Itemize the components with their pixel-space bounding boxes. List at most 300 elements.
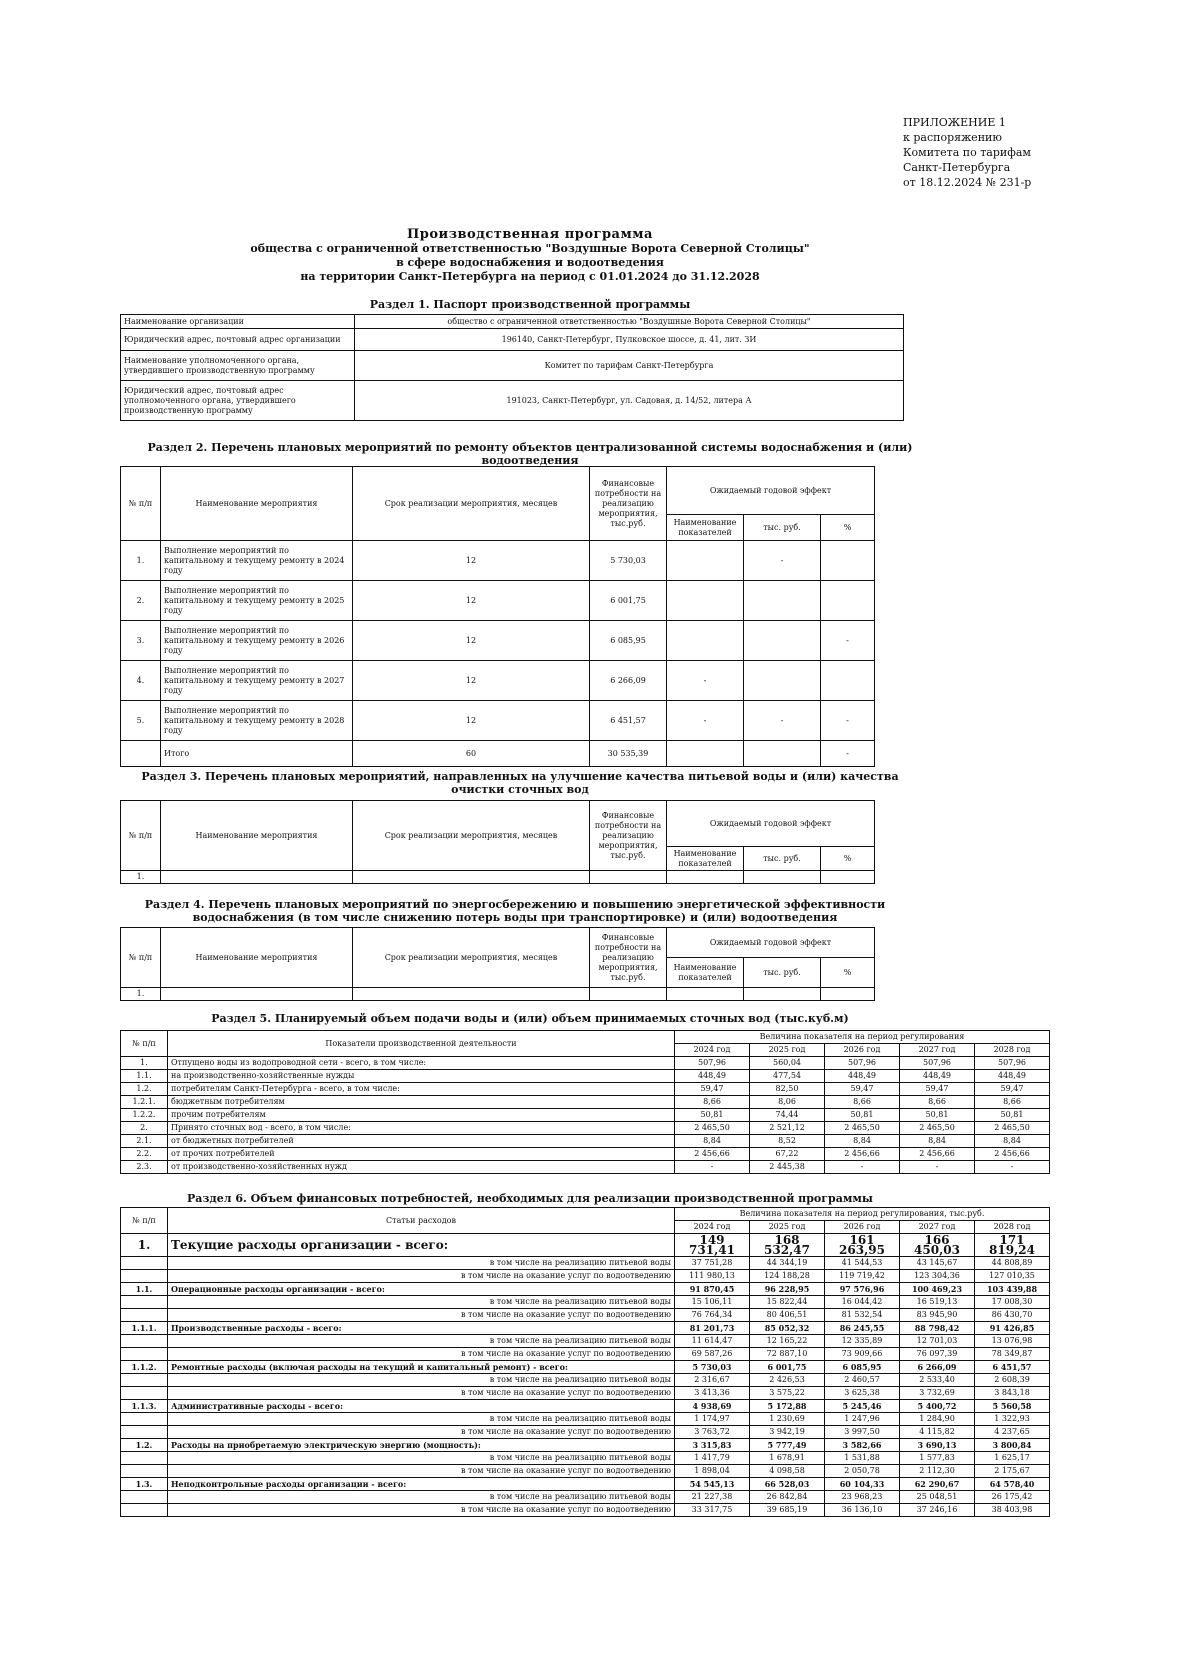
cell-num: 1.: [121, 1234, 168, 1257]
col-header-year: 2024 год: [675, 1221, 750, 1234]
cell-value: 41 544,53: [825, 1257, 900, 1270]
cell-num: 1.1.: [121, 1070, 168, 1083]
cell-value: 73 909,66: [825, 1348, 900, 1361]
program-title-main: Производственная программа: [407, 227, 653, 242]
table-row: [121, 1322, 1050, 1335]
cell-value: 123 304,36: [900, 1270, 975, 1283]
cell-value: 12 701,03: [900, 1335, 975, 1348]
cell-name: в том числе на реализацию питьевой воды: [168, 1413, 675, 1426]
col-header-effect: Ожидаемый годовой эффект: [667, 467, 875, 515]
appendix-line: Санкт-Петербурга: [903, 161, 1011, 174]
cell-name: от прочих потребителей: [168, 1148, 675, 1161]
col-header-period: Величина показателя на период регулирования, тыс.руб.: [675, 1208, 1050, 1221]
cell-value: 60 104,33: [825, 1478, 900, 1491]
cell-value: 72 887,10: [750, 1348, 825, 1361]
table-row: [121, 1057, 1050, 1070]
appendix-title: ПРИЛОЖЕНИЕ 1: [903, 116, 1006, 129]
cell-value: 3 763,72: [675, 1426, 750, 1439]
cell-value: 16 044,42: [825, 1296, 900, 1309]
cell-value: 507,96: [900, 1057, 975, 1070]
cell-value: 1 577,83: [900, 1452, 975, 1465]
table-row: [121, 1478, 1050, 1491]
col-header-year: 2025 год: [750, 1221, 825, 1234]
cell-value: 2 456,66: [975, 1148, 1050, 1161]
cell-value: 149 731,41: [675, 1234, 750, 1257]
cell-value: 21 227,38: [675, 1491, 750, 1504]
cell-term: 60: [353, 741, 590, 767]
cell-num: 1.1.1.: [121, 1322, 168, 1335]
col-header-indicator: Наименование показателей: [667, 847, 744, 871]
cell-value: 44 344,19: [750, 1257, 825, 1270]
cell-value: 15 822,44: [750, 1296, 825, 1309]
table-row: [121, 1374, 1050, 1387]
cell-pct: [821, 661, 875, 701]
cell-pct: -: [821, 701, 875, 741]
cell-value: 64 578,40: [975, 1478, 1050, 1491]
col-header-year: 2027 год: [900, 1221, 975, 1234]
cell-value: 3 413,36: [675, 1387, 750, 1400]
cell-name: Выполнение мероприятий по капитальному и текущему ремонту в 2026 году: [161, 621, 353, 661]
cell-name: в том числе на оказание услуг по водоотведению: [168, 1270, 675, 1283]
cell-value: 3 582,66: [825, 1439, 900, 1452]
cell-value: 6 266,09: [900, 1361, 975, 1374]
col-header-name: Наименование мероприятия: [161, 928, 353, 988]
cell-value: 448,49: [675, 1070, 750, 1083]
cell-num: 1.2.: [121, 1083, 168, 1096]
col-header-pct: %: [821, 958, 875, 988]
cell-value: 6 451,57: [975, 1361, 1050, 1374]
cell-name: Выполнение мероприятий по капитальному и текущему ремонту в 2028 году: [161, 701, 353, 741]
col-header-num: № п/п: [121, 801, 161, 871]
table-row: [121, 1348, 1050, 1361]
cell-value: 80 406,51: [750, 1309, 825, 1322]
col-header-term: Срок реализации мероприятия, месяцев: [353, 928, 590, 988]
cell-value: 1 625,17: [975, 1452, 1050, 1465]
col-header-pct: %: [821, 515, 875, 541]
cell-value: 86 430,70: [975, 1309, 1050, 1322]
cell-value: 43 145,67: [900, 1257, 975, 1270]
cell-value: 8,66: [900, 1096, 975, 1109]
cell-value: 8,52: [750, 1135, 825, 1148]
cell-finance: [590, 871, 667, 884]
section3-table: [120, 800, 875, 884]
cell-value: 168 532,47: [750, 1234, 825, 1257]
cell-num: [121, 1426, 168, 1439]
cell-value: 86 245,55: [825, 1322, 900, 1335]
section1-value: общество с ограниченной ответственностью "Воздушные Ворота Северной Столицы": [355, 315, 904, 329]
col-header-rub: тыс. руб.: [744, 515, 821, 541]
section1-title: Раздел 1. Паспорт производственной программы: [369, 298, 691, 311]
table-row: [121, 1426, 1050, 1439]
cell-value: 50,81: [825, 1109, 900, 1122]
cell-value: 507,96: [825, 1057, 900, 1070]
cell-value: 1 898,04: [675, 1465, 750, 1478]
cell-rub: -: [744, 541, 821, 581]
cell-value: 85 052,32: [750, 1322, 825, 1335]
cell-num: [121, 1296, 168, 1309]
cell-value: 83 945,90: [900, 1309, 975, 1322]
cell-value: 38 403,98: [975, 1504, 1050, 1517]
col-header-finance: Финансовые потребности на реализацию мероприятия, тыс.руб.: [590, 801, 667, 871]
col-header-rub: тыс. руб.: [744, 958, 821, 988]
cell-value: 26 842,84: [750, 1491, 825, 1504]
table-row: [121, 1296, 1050, 1309]
cell-value: 2 445,38: [750, 1161, 825, 1174]
cell-value: 76 097,39: [900, 1348, 975, 1361]
table-row: [121, 661, 875, 701]
cell-value: 4 237,65: [975, 1426, 1050, 1439]
section5-table: [120, 1030, 1050, 1174]
cell-value: 4 938,69: [675, 1400, 750, 1413]
cell-value: 3 997,50: [825, 1426, 900, 1439]
cell-value: 16 519,13: [900, 1296, 975, 1309]
cell-name: [161, 988, 353, 1001]
cell-rub: [744, 621, 821, 661]
table-row: [121, 1096, 1050, 1109]
cell-value: 8,66: [975, 1096, 1050, 1109]
col-header-pct: %: [821, 847, 875, 871]
col-header-name: Показатели производственной деятельности: [168, 1031, 675, 1057]
col-header-year: 2027 год: [900, 1044, 975, 1057]
cell-num: 1.3.: [121, 1478, 168, 1491]
section1-label: Наименование уполномоченного органа, утвердившего производственную программу: [121, 351, 355, 381]
cell-value: 81 532,54: [825, 1309, 900, 1322]
cell-value: 82,50: [750, 1083, 825, 1096]
cell-name: в том числе на оказание услуг по водоотведению: [168, 1504, 675, 1517]
cell-value: 54 545,13: [675, 1478, 750, 1491]
table-row: [121, 1465, 1050, 1478]
cell-name: [161, 871, 353, 884]
col-header-num: № п/п: [121, 1208, 168, 1234]
cell-name: Неподконтрольные расходы организации - всего:: [168, 1478, 675, 1491]
cell-name: в том числе на оказание услуг по водоотведению: [168, 1348, 675, 1361]
cell-name: Выполнение мероприятий по капитальному и текущему ремонту в 2027 году: [161, 661, 353, 701]
cell-value: 1 417,79: [675, 1452, 750, 1465]
cell-num: [121, 1491, 168, 1504]
cell-rub: [744, 988, 821, 1001]
cell-num: [121, 1348, 168, 1361]
program-title: [120, 228, 940, 284]
section1-value: 191023, Санкт-Петербург, ул. Садовая, д. 14/52, литера А: [355, 381, 904, 421]
cell-num: [121, 1374, 168, 1387]
section1-row: [121, 315, 904, 329]
cell-value: 36 136,10: [825, 1504, 900, 1517]
cell-value: 12 335,89: [825, 1335, 900, 1348]
cell-value: 66 528,03: [750, 1478, 825, 1491]
cell-value: 1 284,90: [900, 1413, 975, 1426]
cell-num: [121, 741, 161, 767]
table-row: [121, 1148, 1050, 1161]
cell-value: 5 730,03: [675, 1361, 750, 1374]
cell-name: Операционные расходы организации - всего:: [168, 1283, 675, 1296]
table-row: [121, 1109, 1050, 1122]
table-row: [121, 1361, 1050, 1374]
cell-num: 1.1.2.: [121, 1361, 168, 1374]
cell-value: 88 798,42: [900, 1322, 975, 1335]
cell-num: 1.1.: [121, 1283, 168, 1296]
program-title-line: общества с ограниченной ответственностью "Воздушные Ворота Северной Столицы": [250, 242, 810, 255]
cell-num: [121, 1387, 168, 1400]
cell-finance: 30 535,39: [590, 741, 667, 767]
cell-indicator: [667, 581, 744, 621]
section2-title: Раздел 2. Перечень плановых мероприятий по ремонту объектов централизованной системы водоснабжения и (или) водоотведения: [147, 441, 913, 467]
cell-name: в том числе на реализацию питьевой воды: [168, 1491, 675, 1504]
cell-value: 3 575,22: [750, 1387, 825, 1400]
table-row: [121, 1387, 1050, 1400]
cell-name: Административные расходы - всего:: [168, 1400, 675, 1413]
cell-num: [121, 1335, 168, 1348]
table-row: [121, 1135, 1050, 1148]
cell-name: в том числе на оказание услуг по водоотведению: [168, 1426, 675, 1439]
cell-indicator: [667, 871, 744, 884]
cell-value: 44 808,89: [975, 1257, 1050, 1270]
cell-value: 2 608,39: [975, 1374, 1050, 1387]
cell-value: 2 456,66: [900, 1148, 975, 1161]
cell-value: 50,81: [975, 1109, 1050, 1122]
cell-value: 15 106,11: [675, 1296, 750, 1309]
cell-value: 11 614,47: [675, 1335, 750, 1348]
cell-value: 2 533,40: [900, 1374, 975, 1387]
section4-table: [120, 927, 875, 1001]
table-row: [121, 1070, 1050, 1083]
cell-value: 103 439,88: [975, 1283, 1050, 1296]
table-row: [121, 701, 875, 741]
cell-name: от бюджетных потребителей: [168, 1135, 675, 1148]
cell-value: 507,96: [675, 1057, 750, 1070]
cell-value: 2 456,66: [675, 1148, 750, 1161]
cell-value: 8,84: [900, 1135, 975, 1148]
table-row: [121, 1283, 1050, 1296]
section6-title: Раздел 6. Объем финансовых потребностей, необходимых для реализации производственной программы: [187, 1192, 873, 1205]
cell-num: 2.1.: [121, 1135, 168, 1148]
cell-name: Ремонтные расходы (включая расходы на текущий и капитальный ремонт) - всего:: [168, 1361, 675, 1374]
cell-finance: [590, 988, 667, 1001]
cell-value: 8,84: [675, 1135, 750, 1148]
cell-pct: [821, 541, 875, 581]
cell-term: 12: [353, 621, 590, 661]
col-header-num: № п/п: [121, 1031, 168, 1057]
col-header-name: Статьи расходов: [168, 1208, 675, 1234]
cell-value: 33 317,75: [675, 1504, 750, 1517]
cell-num: 2.: [121, 1122, 168, 1135]
cell-rub: [744, 871, 821, 884]
col-header-term: Срок реализации мероприятия, месяцев: [353, 467, 590, 541]
cell-value: -: [825, 1161, 900, 1174]
cell-value: 448,49: [825, 1070, 900, 1083]
cell-name: в том числе на реализацию питьевой воды: [168, 1296, 675, 1309]
cell-value: 5 172,88: [750, 1400, 825, 1413]
section1-row: [121, 351, 904, 381]
cell-finance: 6 001,75: [590, 581, 667, 621]
cell-finance: 6 085,95: [590, 621, 667, 661]
section1-row: [121, 381, 904, 421]
cell-num: [121, 1452, 168, 1465]
cell-num: 1.2.1.: [121, 1096, 168, 1109]
cell-value: 127 010,35: [975, 1270, 1050, 1283]
cell-value: 4 098,58: [750, 1465, 825, 1478]
cell-value: 2 426,53: [750, 1374, 825, 1387]
cell-value: 3 843,18: [975, 1387, 1050, 1400]
cell-term: 12: [353, 541, 590, 581]
col-header-name: Наименование мероприятия: [161, 467, 353, 541]
table-row: [121, 1439, 1050, 1452]
cell-value: 17 008,30: [975, 1296, 1050, 1309]
cell-name: в том числе на оказание услуг по водоотведению: [168, 1387, 675, 1400]
cell-value: 91 426,85: [975, 1322, 1050, 1335]
cell-value: 50,81: [900, 1109, 975, 1122]
cell-pct: [821, 581, 875, 621]
cell-value: 171 819,24: [975, 1234, 1050, 1257]
section1-label: Юридический адрес, почтовый адрес уполномоченного органа, утвердившего производственную программу: [121, 381, 355, 421]
cell-term: 12: [353, 661, 590, 701]
cell-pct: -: [821, 741, 875, 767]
cell-value: 1 322,93: [975, 1413, 1050, 1426]
section6-table: [120, 1207, 1050, 1517]
table-row: [121, 988, 875, 1001]
cell-value: -: [675, 1161, 750, 1174]
cell-value: 5 400,72: [900, 1400, 975, 1413]
cell-num: 3.: [121, 621, 161, 661]
col-header-rub: тыс. руб.: [744, 847, 821, 871]
cell-indicator: [667, 741, 744, 767]
cell-name: Производственные расходы - всего:: [168, 1322, 675, 1335]
table-row: [121, 1452, 1050, 1465]
cell-value: 2 465,50: [825, 1122, 900, 1135]
cell-rub: -: [744, 701, 821, 741]
cell-value: 161 263,95: [825, 1234, 900, 1257]
cell-term: [353, 988, 590, 1001]
cell-rub: [744, 581, 821, 621]
section1-value: 196140, Санкт-Петербург, Пулковское шоссе, д. 41, лит. ЗИ: [355, 329, 904, 351]
cell-value: 39 685,19: [750, 1504, 825, 1517]
table-row: [121, 1122, 1050, 1135]
cell-value: 477,54: [750, 1070, 825, 1083]
cell-value: 81 201,73: [675, 1322, 750, 1335]
cell-name: прочим потребителям: [168, 1109, 675, 1122]
cell-term: 12: [353, 581, 590, 621]
cell-pct: [821, 988, 875, 1001]
cell-value: 59,47: [900, 1083, 975, 1096]
cell-num: [121, 1309, 168, 1322]
section1-label: Юридический адрес, почтовый адрес организации: [121, 329, 355, 351]
section1-table: [120, 314, 904, 421]
cell-finance: 6 451,57: [590, 701, 667, 741]
program-title-line: в сфере водоснабжения и водоотведения: [396, 256, 664, 269]
cell-value: 6 001,75: [750, 1361, 825, 1374]
cell-num: 1.1.3.: [121, 1400, 168, 1413]
cell-value: 3 800,84: [975, 1439, 1050, 1452]
section3-title: Раздел 3. Перечень плановых мероприятий, направленных на улучшение качества питьевой воды и (или) качества очистки сточных вод: [141, 770, 899, 796]
col-header-year: 2024 год: [675, 1044, 750, 1057]
cell-name: в том числе на реализацию питьевой воды: [168, 1452, 675, 1465]
cell-num: [121, 1504, 168, 1517]
cell-name: на производственно-хозяйственные нужды: [168, 1070, 675, 1083]
cell-value: 67,22: [750, 1148, 825, 1161]
cell-value: -: [900, 1161, 975, 1174]
cell-value: 97 576,96: [825, 1283, 900, 1296]
table-row: [121, 1335, 1050, 1348]
cell-num: 2.2.: [121, 1148, 168, 1161]
cell-name: Выполнение мероприятий по капитальному и текущему ремонту в 2024 году: [161, 541, 353, 581]
cell-indicator: -: [667, 661, 744, 701]
cell-value: 96 228,95: [750, 1283, 825, 1296]
table-row: [121, 1491, 1050, 1504]
cell-value: 507,96: [975, 1057, 1050, 1070]
cell-value: 1 230,69: [750, 1413, 825, 1426]
col-header-year: 2025 год: [750, 1044, 825, 1057]
col-header-effect: Ожидаемый годовой эффект: [667, 801, 875, 847]
col-header-finance: Финансовые потребности на реализацию мероприятия, тыс.руб.: [590, 928, 667, 988]
cell-value: 2 456,66: [825, 1148, 900, 1161]
section1-value: Комитет по тарифам Санкт-Петербурга: [355, 351, 904, 381]
cell-value: 2 465,50: [675, 1122, 750, 1135]
cell-value: 166 450,03: [900, 1234, 975, 1257]
appendix-date: от 18.12.2024 № 231-р: [903, 176, 1032, 189]
cell-value: 119 719,42: [825, 1270, 900, 1283]
cell-value: 8,66: [825, 1096, 900, 1109]
cell-pct: -: [821, 621, 875, 661]
cell-num: [121, 1270, 168, 1283]
table-row: [121, 581, 875, 621]
cell-name: потребителям Санкт-Петербурга - всего, в том числе:: [168, 1083, 675, 1096]
cell-value: 59,47: [675, 1083, 750, 1096]
cell-num: 1.: [121, 541, 161, 581]
cell-name: в том числе на реализацию питьевой воды: [168, 1257, 675, 1270]
cell-value: 59,47: [825, 1083, 900, 1096]
cell-num: 2.3.: [121, 1161, 168, 1174]
table-row: [121, 1083, 1050, 1096]
cell-value: -: [975, 1161, 1050, 1174]
cell-indicator: [667, 621, 744, 661]
cell-value: 124 188,28: [750, 1270, 825, 1283]
cell-name: Отпущено воды из водопроводной сети - всего, в том числе:: [168, 1057, 675, 1070]
section1-row: [121, 329, 904, 351]
cell-value: 6 085,95: [825, 1361, 900, 1374]
table-row-total: [121, 741, 875, 767]
cell-value: 37 246,16: [900, 1504, 975, 1517]
cell-num: 1.2.2.: [121, 1109, 168, 1122]
cell-value: 3 690,13: [900, 1439, 975, 1452]
table-row: [121, 871, 875, 884]
appendix-block: [903, 115, 1031, 190]
cell-value: 8,06: [750, 1096, 825, 1109]
table-row: [121, 541, 875, 581]
cell-value: 74,44: [750, 1109, 825, 1122]
cell-indicator: [667, 541, 744, 581]
table-row: [121, 1309, 1050, 1322]
cell-value: 2 112,30: [900, 1465, 975, 1478]
cell-name: в том числе на реализацию питьевой воды: [168, 1374, 675, 1387]
cell-value: 448,49: [900, 1070, 975, 1083]
cell-value: 59,47: [975, 1083, 1050, 1096]
cell-value: 2 465,50: [975, 1122, 1050, 1135]
cell-name: в том числе на реализацию питьевой воды: [168, 1335, 675, 1348]
cell-num: 1.: [121, 1057, 168, 1070]
cell-value: 8,66: [675, 1096, 750, 1109]
cell-name: в том числе на оказание услуг по водоотведению: [168, 1465, 675, 1478]
section2-table: [120, 466, 875, 767]
col-header-effect: Ожидаемый годовой эффект: [667, 928, 875, 958]
cell-value: 50,81: [675, 1109, 750, 1122]
cell-rub: [744, 661, 821, 701]
cell-name: в том числе на оказание услуг по водоотведению: [168, 1309, 675, 1322]
cell-term: 12: [353, 701, 590, 741]
cell-value: 3 942,19: [750, 1426, 825, 1439]
cell-value: 62 290,67: [900, 1478, 975, 1491]
cell-value: 2 465,50: [900, 1122, 975, 1135]
appendix-line: Комитета по тарифам: [903, 146, 1031, 159]
cell-finance: 6 266,09: [590, 661, 667, 701]
